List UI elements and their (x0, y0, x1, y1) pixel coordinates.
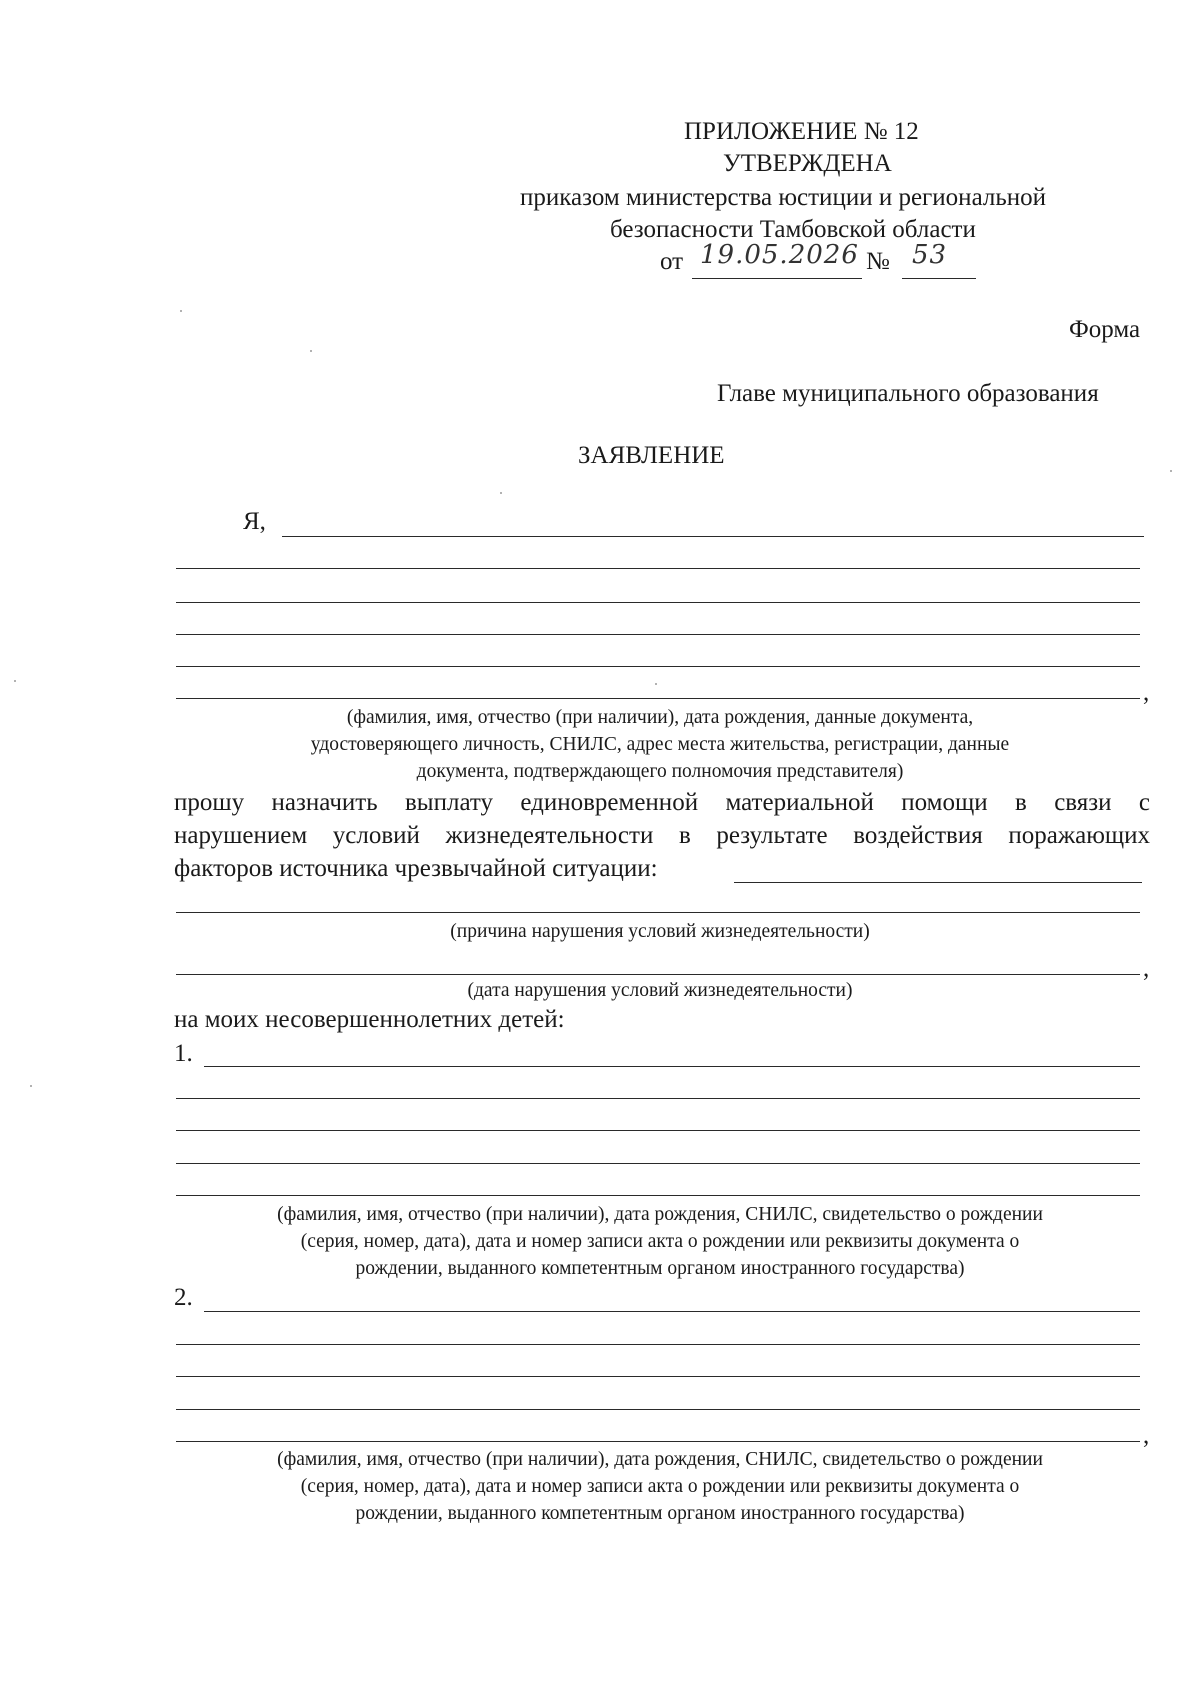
applicant-info-line[interactable] (176, 698, 1140, 699)
applicant-prefix: Я, (243, 508, 266, 535)
approved-label: УТВЕРЖДЕНА (723, 150, 892, 177)
child-1-line[interactable] (204, 1066, 1140, 1067)
child-2-line[interactable] (176, 1441, 1140, 1442)
order-number-handwritten: 53 (912, 240, 948, 270)
appendix-number: ПРИЛОЖЕНИЕ № 12 (684, 118, 919, 145)
child-2-line[interactable] (204, 1311, 1140, 1312)
violation-date-comma: , (1143, 955, 1150, 982)
child-2-caption-line2: (серия, номер, дата), дата и номер записи акта о рождении или реквизиты документа о (300, 1476, 1020, 1497)
child-1-line[interactable] (176, 1163, 1140, 1164)
child-1-caption-line1: (фамилия, имя, отчество (при наличии), дата рождения, СНИЛС, свидетельство о рождении (277, 1204, 1043, 1225)
emergency-reason-line[interactable] (176, 912, 1140, 913)
applicant-name-line[interactable] (282, 536, 1144, 537)
date-caption: (дата нарушения условий жизнедеятельности) (467, 980, 853, 1001)
order-from-label: от (660, 248, 684, 275)
child-1-line[interactable] (176, 1195, 1140, 1196)
child-1-caption-line2: (серия, номер, дата), дата и номер записи акта о рождении или реквизиты документа о (300, 1231, 1020, 1252)
reason-caption: (причина нарушения условий жизнедеятельности) (450, 921, 870, 942)
request-text-line1: прошу назначить выплату единовременной материальной помощи в связи с (174, 789, 1150, 816)
request-text-line3: факторов источника чрезвычайной ситуации: (174, 855, 658, 882)
scan-speck (655, 683, 657, 685)
applicant-info-line[interactable] (176, 602, 1140, 603)
order-date-underline (692, 278, 862, 279)
emergency-reason-line[interactable] (734, 882, 1142, 883)
child-2-number: 2. (174, 1284, 193, 1311)
child-2-line[interactable] (176, 1409, 1140, 1410)
child-2-line[interactable] (176, 1376, 1140, 1377)
addressee: Главе муниципального образования (717, 380, 1099, 407)
order-text-line1: приказом министерства юстиции и региональной (520, 184, 1047, 211)
applicant-caption-line1: (фамилия, имя, отчество (при наличии), дата рождения, данные документа, (346, 707, 974, 728)
scan-speck (500, 492, 502, 494)
child-1-caption-line3: рождении, выданного компетентным органом иностранного государства) (355, 1258, 965, 1279)
scan-speck (30, 1085, 32, 1087)
child-2-line[interactable] (176, 1344, 1140, 1345)
document-title: ЗАЯВЛЕНИЕ (578, 442, 725, 469)
child-1-line[interactable] (176, 1098, 1140, 1099)
child-2-caption-line1: (фамилия, имя, отчество (при наличии), дата рождения, СНИЛС, свидетельство о рождении (277, 1449, 1043, 1470)
scan-speck (1170, 470, 1172, 472)
applicant-info-line[interactable] (176, 666, 1140, 667)
child-2-caption-line3: рождении, выданного компетентным органом иностранного государства) (355, 1503, 965, 1524)
order-number-label: № (866, 248, 890, 275)
child-2-trailing-comma: , (1143, 1422, 1150, 1449)
scan-speck (14, 680, 16, 682)
children-intro: на моих несовершеннолетних детей: (174, 1006, 565, 1033)
applicant-info-line[interactable] (176, 568, 1140, 569)
scan-speck (310, 350, 312, 352)
form-label: Форма (1069, 316, 1141, 343)
order-date-handwritten: 19.05.2026 (700, 240, 859, 270)
applicant-caption-line3: документа, подтверждающего полномочия представителя) (416, 761, 904, 782)
applicant-info-line[interactable] (176, 634, 1140, 635)
order-number-underline (902, 278, 976, 279)
applicant-caption-line2: удостоверяющего личность, СНИЛС, адрес места жительства, регистрации, данные (310, 734, 1010, 755)
applicant-trailing-comma: , (1143, 679, 1150, 706)
order-text-line2: безопасности Тамбовской области (610, 216, 976, 243)
scan-speck (180, 310, 182, 312)
violation-date-line[interactable] (176, 974, 1140, 975)
request-text-line2: нарушением условий жизнедеятельности в результате воздействия поражающих (174, 822, 1150, 849)
child-1-line[interactable] (176, 1130, 1140, 1131)
child-1-number: 1. (174, 1040, 193, 1067)
